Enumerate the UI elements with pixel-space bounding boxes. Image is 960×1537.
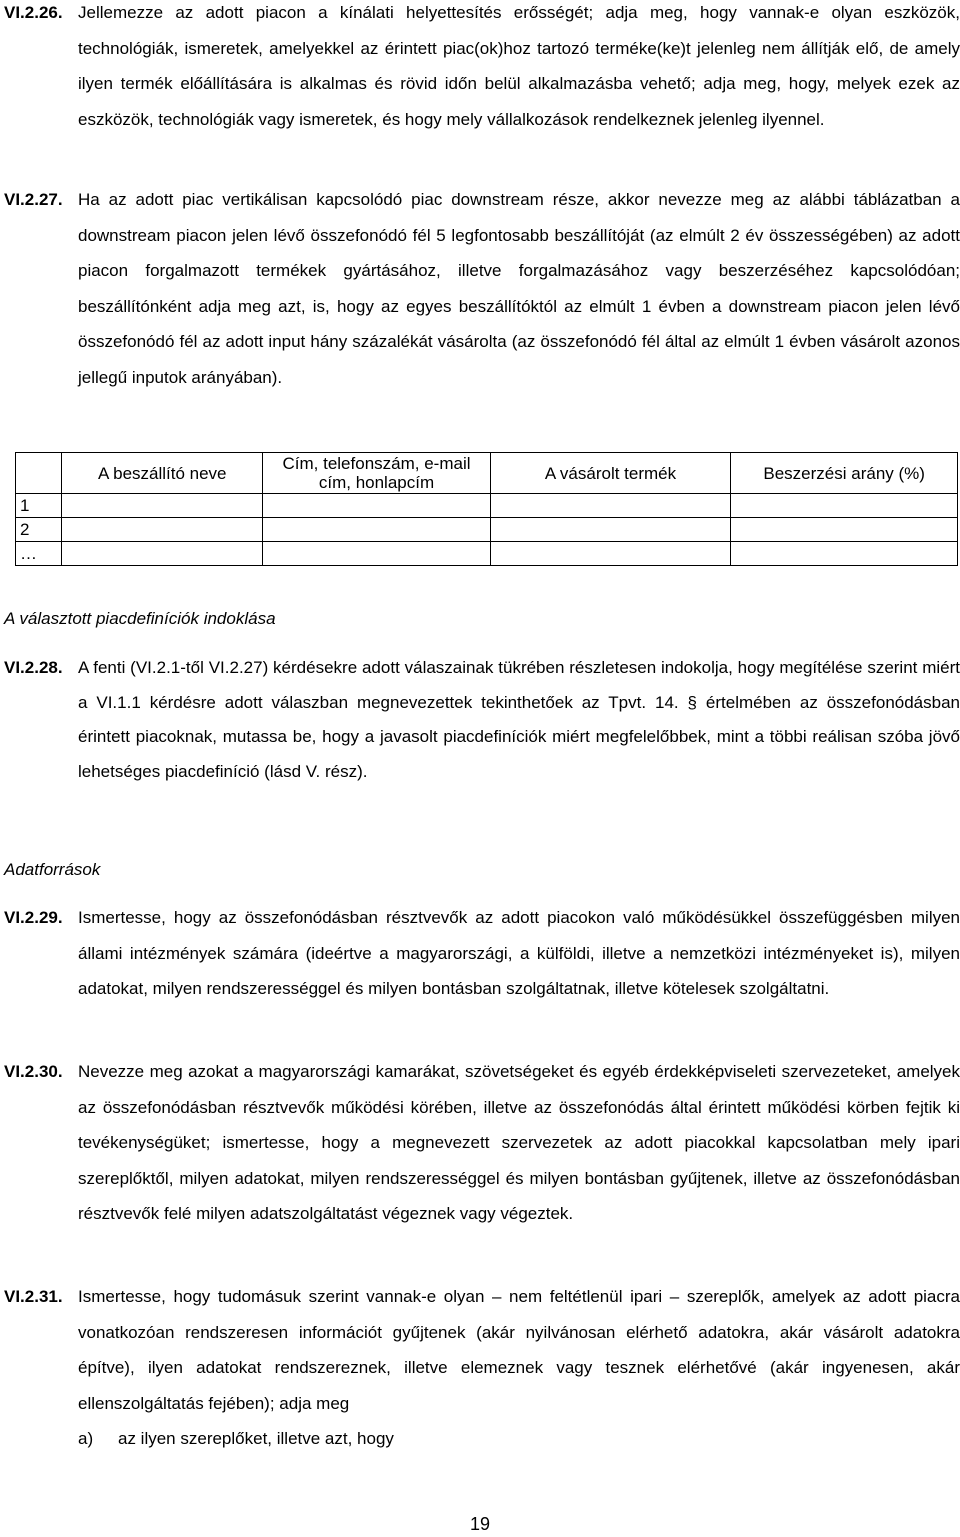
question-text: Nevezze meg azokat a magyarországi kamarákat, szövetségeket és egyéb érdekképviseleti szervezeteket, amelyek az összefonódásban résztvevők működési körében, illetve az összefonódás által érintett működési körben fejtik ki tevékenységüket; ismertesse, hogy a megnevezett szervezetek az adott piacokkal kapcsolatban mely ipari szereplőktől, milyen adatokat, milyen rendszerességgel és milyen bontásban gyűjtenek, illetve az összefonódásban résztvevők felé milyen adatszolgáltatást végeznek vagy végeztek. — [78, 1062, 960, 1223]
table-row — [16, 542, 958, 566]
table-cell-index: 2 — [16, 518, 62, 542]
table-cell — [62, 542, 263, 566]
table-cell — [263, 494, 490, 518]
question-text: A fenti (VI.2.1-től VI.2.27) kérdésekre adott válaszainak tükrében részletesen indokolja, hogy megítélése szerint miért a VI.1.1 kérdésre adott válaszban megnevezettek tekinthetőek az Tpvt. 14. § értelmében az összefonódásban érintett piacoknak, mutassa be, hogy a javasolt piacdefiníciók miért megfelelőbbek, mint a többi reálisan szóba jövő lehetséges piacdefiníció (lásd V. rész). — [78, 658, 960, 781]
question-number: VI.2.29. — [4, 908, 63, 927]
question-number: VI.2.30. — [4, 1062, 63, 1081]
sub-item-label: a) — [78, 1429, 94, 1448]
table-header-share: Beszerzési arány (%) — [731, 453, 958, 494]
table-cell-index: … — [16, 542, 62, 566]
table-cell-index: 1 — [16, 494, 62, 518]
question-vi-2-31 — [4, 1287, 960, 1457]
table-row — [16, 494, 958, 518]
question-vi-2-29 — [4, 908, 960, 1007]
table-header-index — [16, 453, 62, 494]
question-text: Jellemezze az adott piacon a kínálati helyettesítés erősségét; adja meg, hogy vannak-e olyan eszközök, technológiák, ismeretek, amelyekkel az érintett piac(ok)hoz tartozó terméke(ke)t jelenleg nem állítják elő, de amely ilyen termék előállítására is alkalmas és rövid időn belül alkalmazásba vehető; adja meg, hogy, melyek ezek az eszközök, technológiák vagy ismeretek, és hogy mely vállalkozások rendelkeznek jelenleg ilyennel. — [78, 3, 960, 129]
question-text: Ismertesse, hogy tudomásuk szerint vannak-e olyan – nem feltétlenül ipari – szereplők, amelyek az adott piacra vonatkozóan rendszeresen információt gyűjtenek (akár nyilvánosan elérhető adatokra, akár vásárolt adatokra építve), ilyen adatokat rendszereznek, illetve elemeznek vagy tesznek elérhetővé (akár ingyenesen, akár ellenszolgáltatás fejében); adja meg — [78, 1287, 960, 1413]
table-cell — [62, 494, 263, 518]
table-cell — [731, 518, 958, 542]
question-vi-2-28 — [4, 658, 960, 789]
question-vi-2-26 — [4, 3, 960, 137]
table-header-product: A vásárolt termék — [490, 453, 731, 494]
supplier-table — [15, 452, 958, 566]
question-text: Ismertesse, hogy az összefonódásban résztvevők az adott piacokon való működésükkel összefüggésben milyen állami intézmények számára (ideértve a magyarországi, a külföldi, illetve a nemzetközi intézményeket is), milyen adatokat, milyen rendszerességgel és milyen bontásban szolgáltatnak, illetve kötelesek szolgáltatni. — [78, 908, 960, 998]
table-cell — [263, 542, 490, 566]
table-row — [16, 518, 958, 542]
sub-item-a — [78, 1421, 960, 1457]
table-cell — [731, 494, 958, 518]
table-header-contact: Cím, telefonszám, e-mail cím, honlapcím — [263, 453, 490, 494]
table-header-row — [16, 453, 958, 494]
question-vi-2-30 — [4, 1062, 960, 1232]
table-cell — [490, 542, 731, 566]
table-cell — [490, 518, 731, 542]
table-header-supplier-name: A beszállító neve — [62, 453, 263, 494]
table-cell — [731, 542, 958, 566]
question-number: VI.2.27. — [4, 190, 63, 209]
section-heading-data-sources: Adatforrások — [4, 860, 101, 879]
question-number: VI.2.31. — [4, 1287, 63, 1306]
table-cell — [490, 494, 731, 518]
sub-item-text: az ilyen szereplőket, illetve azt, hogy — [118, 1429, 394, 1448]
table-cell — [62, 518, 263, 542]
question-text: Ha az adott piac vertikálisan kapcsolódó piac downstream része, akkor nevezze meg az alábbi táblázatban a downstream piacon jelen lévő összefonódó fél 5 legfontosabb beszállítóját (az elmúlt 2 év összességében) az adott piacon forgalmazott termékek gyártásához, illetve forgalmazásához vagy beszerzéséhez kapcsolódóan; beszállítónként adja meg azt, is, hogy az egyes beszállítóktól az elmúlt 1 évben a downstream piacon jelen lévő összefonódó fél az adott input hány százalékát vásárolta (az összefonódó fél által az elmúlt 1 évben vásárolt azonos jellegű inputok arányában). — [78, 190, 960, 387]
section-heading-market-definitions: A választott piacdefiníciók indoklása — [4, 609, 276, 628]
question-vi-2-27 — [4, 190, 960, 395]
page-number: 19 — [469, 1514, 491, 1534]
question-number: VI.2.26. — [4, 3, 63, 22]
question-number: VI.2.28. — [4, 658, 63, 677]
table-cell — [263, 518, 490, 542]
